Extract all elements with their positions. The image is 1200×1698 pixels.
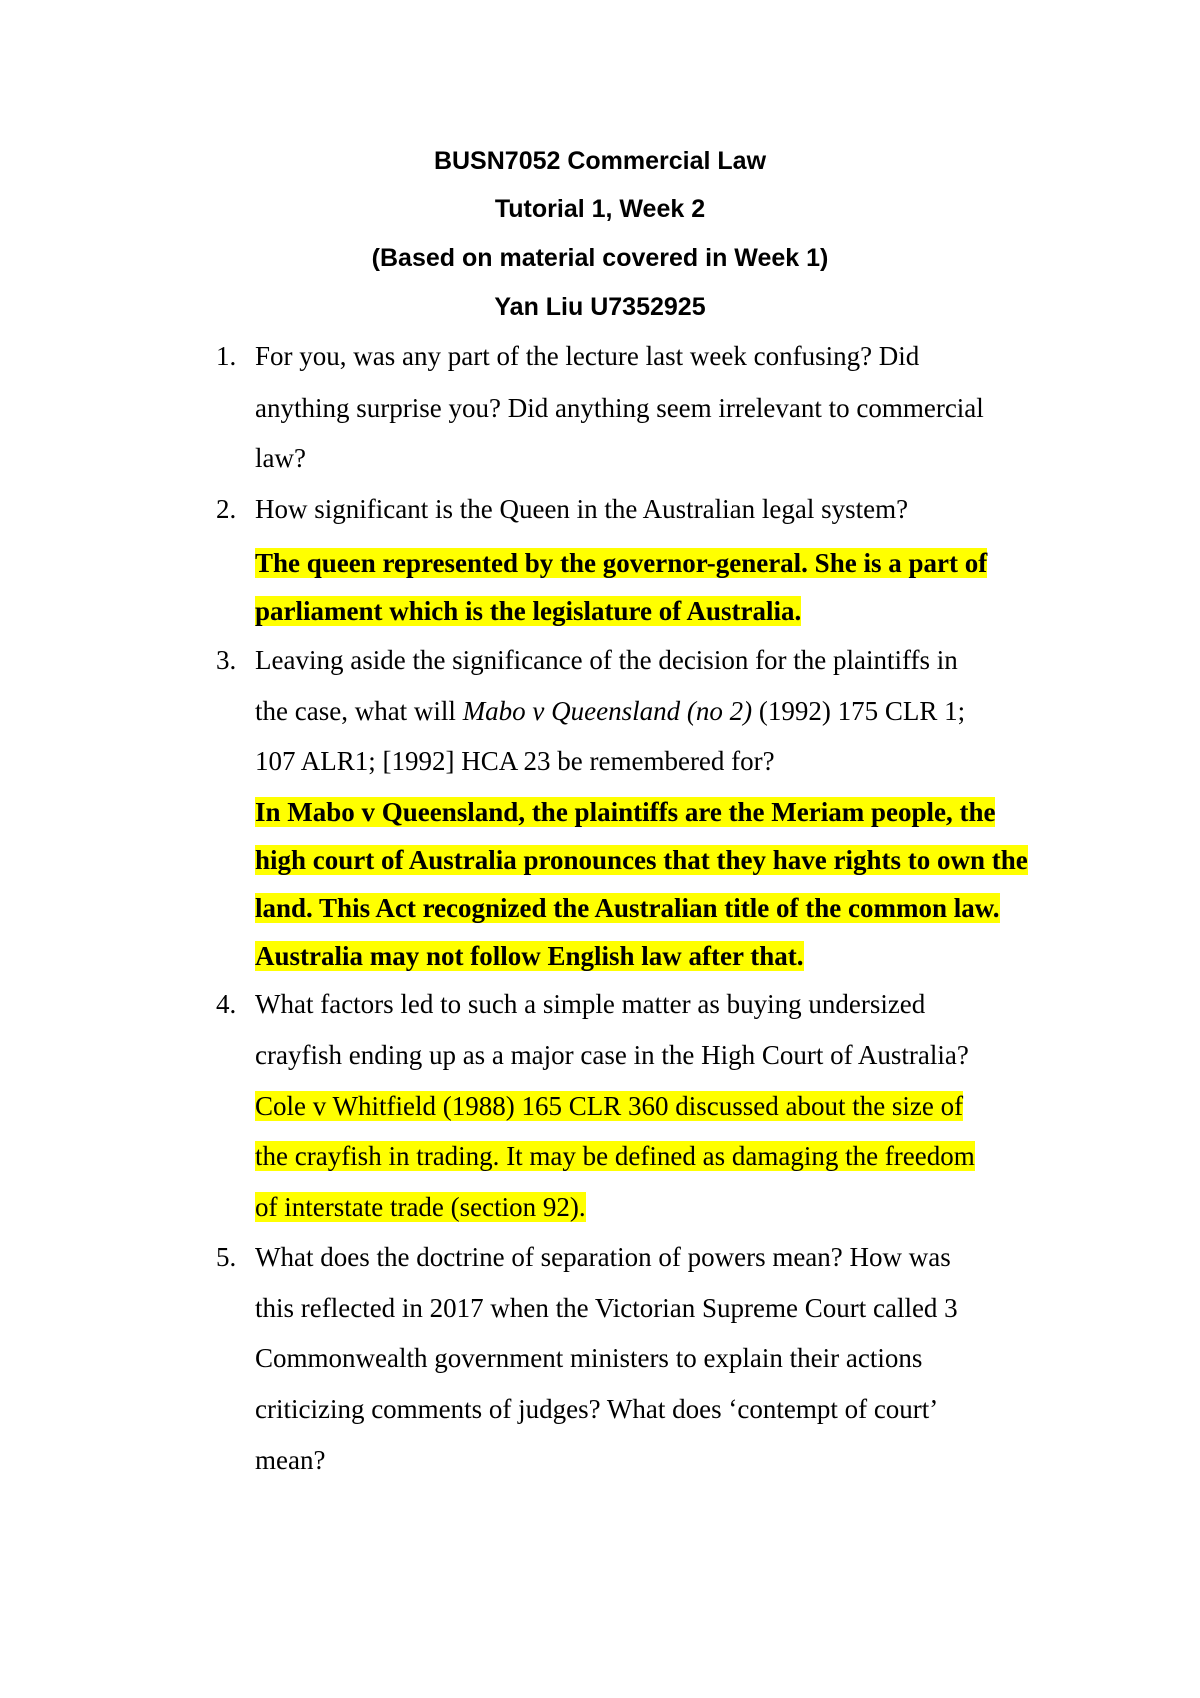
question-3-line: 107 ALR1; [1992] HCA 23 be remembered for?: [255, 746, 775, 776]
answer-3-line: Australia may not follow English law after that.: [255, 941, 804, 971]
tutorial-title: Tutorial 1, Week 2: [494, 195, 706, 223]
basis-note: (Based on material covered in Week 1): [371, 244, 829, 272]
case-name: Mabo v Queensland (no 2): [462, 696, 753, 726]
question-5-line: criticizing comments of judges? What does ‘contempt of court’: [255, 1394, 939, 1424]
answer-3-line: land. This Act recognized the Australian title of the common law.: [255, 893, 1000, 923]
answer-3-line: high court of Australia pronounces that they have rights to own the: [255, 845, 1028, 875]
answer-2-line: The queen represented by the governor-general. She is a part of: [255, 548, 988, 578]
student-name: Yan Liu U7352925: [494, 293, 706, 321]
question-4-line: What factors led to such a simple matter as buying undersized: [255, 989, 926, 1019]
question-5-line: Commonwealth government ministers to explain their actions: [255, 1343, 923, 1373]
question-3-number: 3.: [216, 645, 237, 675]
question-5-line: What does the doctrine of separation of powers mean? How was: [255, 1242, 951, 1272]
question-1-line: For you, was any part of the lecture last week confusing? Did: [255, 341, 920, 371]
question-1-number: 1.: [216, 341, 237, 371]
question-3-line: the case, what will Mabo v Queensland (no 2) (1992) 175 CLR 1;: [255, 696, 966, 726]
answer-4-line: the crayfish in trading. It may be defined as damaging the freedom: [255, 1141, 975, 1171]
question-4-number: 4.: [216, 989, 237, 1019]
question-1-line: law?: [255, 443, 306, 473]
question-2-number: 2.: [216, 494, 237, 524]
answer-4-line: Cole v Whitfield (1988) 165 CLR 360 discussed about the size of: [255, 1091, 964, 1121]
answer-3-line: In Mabo v Queensland, the plaintiffs are the Meriam people, the: [255, 797, 996, 827]
question-1-line: anything surprise you? Did anything seem irrelevant to commercial: [255, 393, 984, 423]
question-3-line: Leaving aside the significance of the decision for the plaintiffs in: [255, 645, 958, 675]
question-5-number: 5.: [216, 1242, 237, 1272]
course-title: BUSN7052 Commercial Law: [433, 147, 767, 175]
question-5-line: mean?: [255, 1445, 326, 1475]
question-4-line: crayfish ending up as a major case in the High Court of Australia?: [255, 1040, 969, 1070]
answer-4-line: of interstate trade (section 92).: [255, 1192, 586, 1222]
question-5-line: this reflected in 2017 when the Victorian Supreme Court called 3: [255, 1293, 958, 1323]
question-2-line: How significant is the Queen in the Australian legal system?: [255, 494, 909, 524]
answer-2-line: parliament which is the legislature of Australia.: [255, 596, 802, 626]
